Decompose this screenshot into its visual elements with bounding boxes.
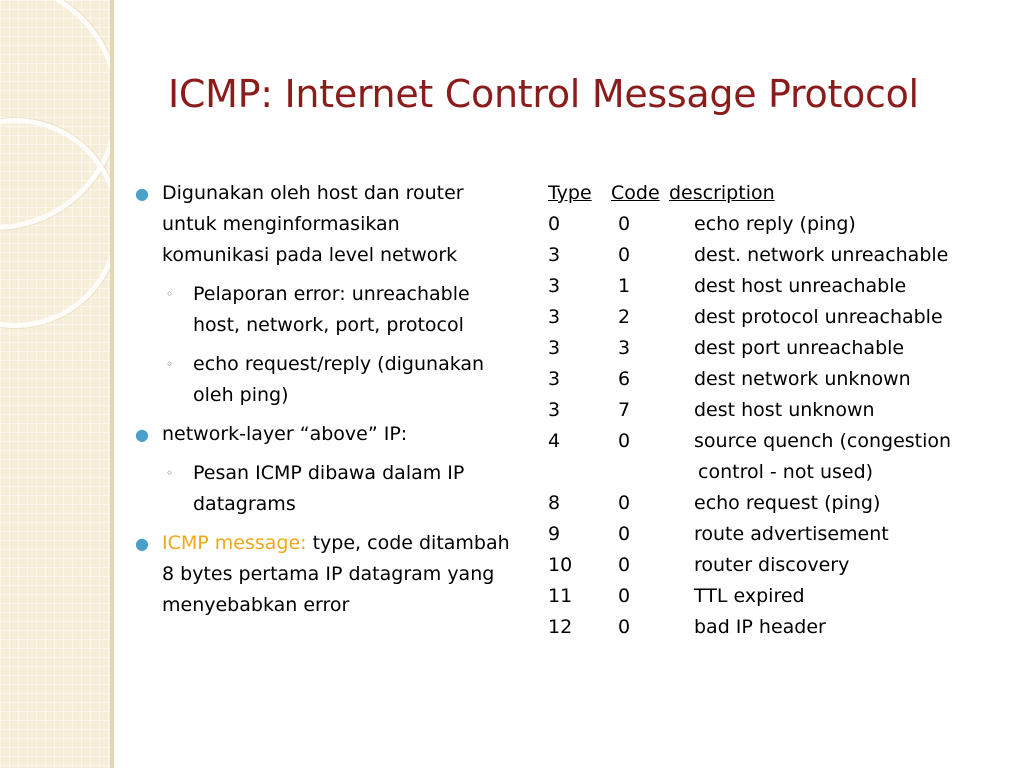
bullet-item: [132, 178, 512, 271]
bullet-list: [132, 178, 512, 629]
description-cell: dest protocol unreachable: [694, 306, 943, 328]
bullet-icon: ●: [135, 534, 149, 553]
table-row: [548, 333, 988, 364]
description-cell: echo request (ping): [694, 492, 881, 514]
sub-bullet-icon: ◦: [166, 287, 174, 301]
type-cell: 9: [548, 523, 561, 545]
bullet-item: [132, 419, 512, 450]
description-cell: echo reply (ping): [694, 213, 856, 235]
sub-bullet-item: [132, 458, 512, 520]
code-cell: 3: [618, 337, 631, 359]
code-cell: 0: [618, 523, 631, 545]
bullet-text: network-layer “above” IP:: [162, 423, 408, 445]
type-cell: 10: [548, 554, 573, 576]
table-row: [548, 240, 988, 271]
table-header: [548, 178, 988, 209]
header-type: Type: [548, 182, 592, 204]
table-row-continuation: [548, 457, 988, 488]
bullet-item: [132, 528, 512, 621]
decorative-sidebar: [0, 0, 114, 768]
table-row: [548, 271, 988, 302]
code-cell: 6: [618, 368, 631, 390]
icmp-type-table: [548, 178, 988, 643]
bullet-text: Digunakan oleh host dan router untuk menginformasikan komunikasi pada level network: [162, 182, 464, 266]
sub-bullet-text: echo request/reply (digunakan oleh ping): [193, 353, 485, 406]
code-cell: 0: [618, 585, 631, 607]
type-cell: 3: [548, 368, 561, 390]
description-cell: control - not used): [698, 461, 874, 483]
slide-title: ICMP: Internet Control Message Protocol: [168, 72, 919, 116]
bullet-text: type, code ditambah 8 bytes pertama IP datagram yang menyebabkan error: [162, 532, 510, 616]
description-cell: dest host unknown: [694, 399, 875, 421]
sub-bullet-icon: ◦: [166, 357, 174, 371]
table-row: [548, 395, 988, 426]
description-cell: route advertisement: [694, 523, 889, 545]
type-cell: 3: [548, 275, 561, 297]
type-cell: 3: [548, 337, 561, 359]
description-cell: bad IP header: [694, 616, 826, 638]
table-row: [548, 581, 988, 612]
code-cell: 0: [618, 554, 631, 576]
type-cell: 3: [548, 306, 561, 328]
table-row: [548, 302, 988, 333]
description-cell: dest. network unreachable: [694, 244, 949, 266]
type-cell: 4: [548, 430, 561, 452]
code-cell: 1: [618, 275, 631, 297]
code-cell: 0: [618, 492, 631, 514]
table-row: [548, 364, 988, 395]
header-code: Code: [611, 182, 660, 204]
description-cell: source quench (congestion: [694, 430, 952, 452]
table-row: [548, 426, 988, 457]
code-cell: 0: [618, 213, 631, 235]
code-cell: 0: [618, 430, 631, 452]
table-row: [548, 209, 988, 240]
sidebar-edge: [110, 0, 114, 768]
bullet-icon: ●: [135, 184, 149, 203]
type-cell: 12: [548, 616, 573, 638]
type-cell: 3: [548, 244, 561, 266]
description-cell: router discovery: [694, 554, 850, 576]
table-row: [548, 612, 988, 643]
type-cell: 3: [548, 399, 561, 421]
description-cell: TTL expired: [694, 585, 805, 607]
sub-bullet-text: Pelaporan error: unreachable host, network, port, protocol: [193, 283, 470, 336]
bullet-icon: ●: [135, 425, 149, 444]
code-cell: 0: [618, 244, 631, 266]
code-cell: 0: [618, 616, 631, 638]
highlight-text: ICMP message:: [162, 532, 307, 554]
table-row: [548, 488, 988, 519]
type-cell: 8: [548, 492, 561, 514]
description-cell: dest host unreachable: [694, 275, 907, 297]
type-cell: 0: [548, 213, 561, 235]
header-description: description: [669, 182, 775, 204]
table-row: [548, 519, 988, 550]
type-cell: 11: [548, 585, 573, 607]
sub-bullet-text: Pesan ICMP dibawa dalam IP datagrams: [193, 462, 465, 515]
sub-bullet-item: [132, 349, 512, 411]
description-cell: dest network unknown: [694, 368, 911, 390]
description-cell: dest port unreachable: [694, 337, 905, 359]
code-cell: 2: [618, 306, 631, 328]
sub-bullet-item: [132, 279, 512, 341]
code-cell: 7: [618, 399, 631, 421]
sub-bullet-icon: ◦: [166, 466, 174, 480]
table-row: [548, 550, 988, 581]
